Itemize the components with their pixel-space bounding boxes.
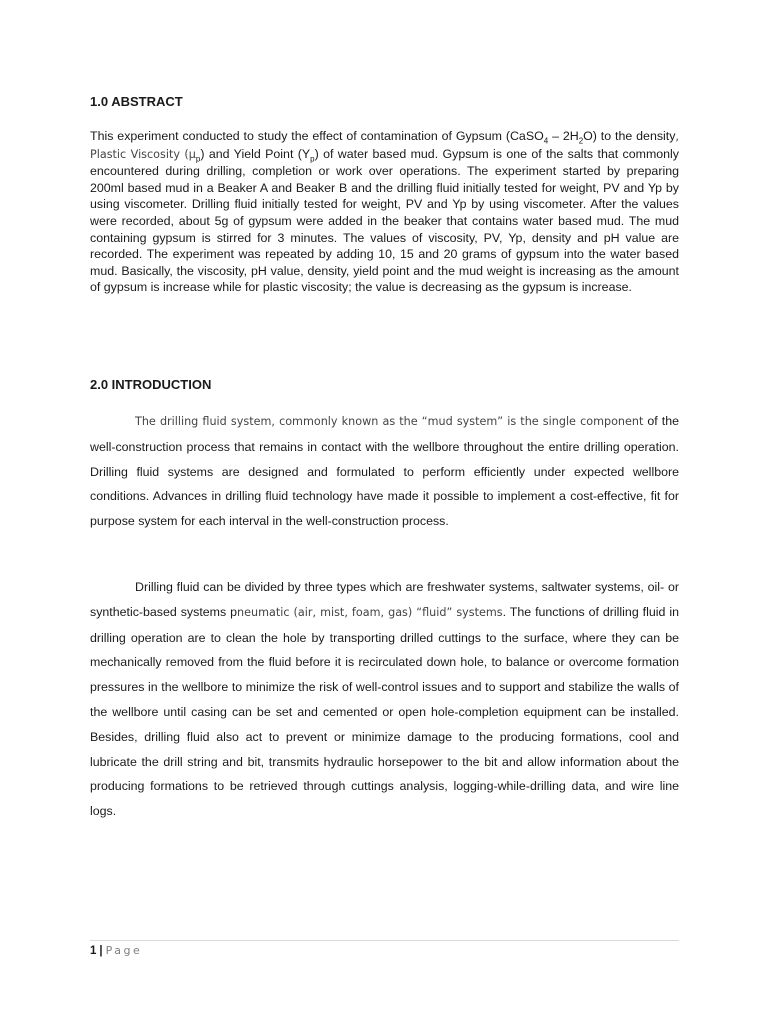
intro-p2-c: . The functions of drilling fluid in drilling operation are to (90, 604, 679, 645)
intro-p1-lead: The drilling fluid system, commonly known as the “mud system” is the single component (135, 415, 644, 428)
subscript-4: 4 (543, 136, 549, 146)
abstract-text-5: , Plastic Viscosity (μ (90, 130, 679, 161)
page-number: 1 (90, 945, 97, 957)
intro-p2-d: clean the hole by transporting drilled cuttings to the surface, where they can be mechanically removed from the fluid before it is recirculated down hole, to balance or overcome formation pressures in the wellbore to minimize the risk of well-control issues and to support and stabilize the walls of the wellbore until casing can be set and cemented or open hole-completion equipment can be installed. Besides, drilling fluid also act to prevent or minimize damage to the producing formations, cool and lubricate the drill string and bit, transmits hydraulic horsepower to the bit and allow information about the producing formations to be retrieved through cuttings analysis, logging-while-drilling data, and wire line logs. (90, 630, 679, 819)
subscript-p-2: p (310, 154, 315, 164)
abstract-paragraph (90, 128, 679, 296)
subscript-2: 2 (578, 136, 584, 146)
abstract-text-1: This experiment conducted to study the effect of contamination of Gypsum (CaSO (90, 129, 544, 143)
footer-separator: | (99, 945, 103, 957)
introduction-paragraph-1 (90, 409, 679, 534)
intro-p2-light: neumatic (air, mist, foam, gas) “fluid” systems (237, 605, 503, 619)
intro-p2-a: Drilling fluid can be divided by three types which are (135, 580, 428, 594)
abstract-heading: 1.0 ABSTRACT (90, 94, 183, 109)
subscript-p: p (195, 154, 201, 164)
abstract-text-2: – 2H (548, 129, 579, 143)
page-footer (90, 944, 142, 957)
intro-p1-body: of the well-construction process that remains in contact with the wellbore throughout the entire drilling operation. Drilling fluid systems are designed and formulated to perform efficiently under expected wellbore conditions. Advances in drilling fluid technology have made it possible to implement a cost-effective, fit for purpose system for each interval in the well-construction process. (90, 414, 679, 529)
footer-divider (90, 940, 679, 941)
intro-p2-b: freshwater systems, saltwater systems, oil- or synthetic-based systems p (90, 580, 679, 619)
introduction-paragraph-2 (90, 575, 679, 824)
introduction-heading: 2.0 INTRODUCTION (90, 377, 212, 392)
abstract-text-4: the density (615, 129, 676, 143)
abstract-text-7: ) of water based mud. Gypsum is one of the salts that commonly encountered during drilling, completion or work over operations. The experiment started by preparing 200ml based mud in a Beaker A and Beaker B and the drilling fluid initially tested for weight, PV and Yp by using viscometer. Drilling fluid initially tested for weight, PV and Yp by using viscometer. After the values were recorded, about 5g of gypsum were added in the beaker that contains water based mud. The mud containing gypsum is stirred for 3 minutes. The values of viscosity, PV, Yp, density and pH value are recorded. The experiment was repeated by adding 10, 15 and 20 grams of gypsum into the water based mud. Basically, the viscosity, pH value, density, yield point and the mud weight is increasing as the amount of gypsum is increase while for plastic viscosity; the value is decreasing as the gypsum is increase. (90, 146, 679, 295)
abstract-text-6: ) and Yield Point (Y (200, 146, 311, 161)
page-label: Page (105, 944, 143, 957)
abstract-text-3: O) to (583, 129, 612, 143)
